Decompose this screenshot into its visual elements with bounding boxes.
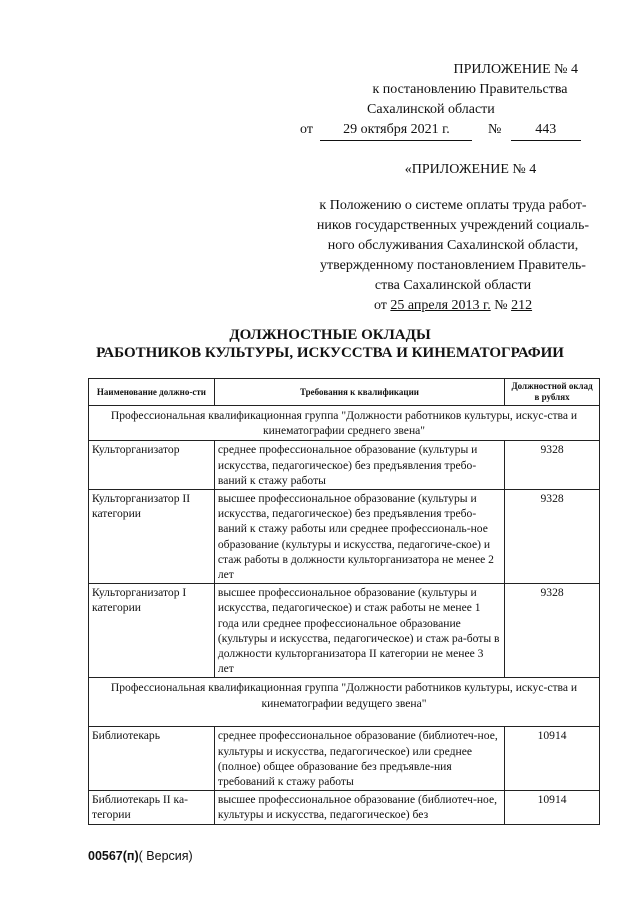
inner-appendix-line-4: утвержденному постановлением Правитель- [320,258,586,273]
appendix-line-2: Сахалинской области [367,102,495,117]
requirements-cell: среднее профессиональное образование (библиотеч-ное, культуры и искусства, педагогическое) или среднее (полное) общее образование без предъявле-ния требований к стажу работы [214,727,504,791]
inner-appendix-title: «ПРИЛОЖЕНИЕ № 4 [404,162,537,177]
salary-cell: 10914 [505,791,600,824]
footer [88,849,193,863]
header-position: Наименование должно-сти [89,379,215,406]
inner-appendix-line-2: ников государственных учреждений социаль- [316,218,590,233]
salary-cell: 9328 [505,584,600,678]
inner-appendix-date-line [298,296,608,316]
requirements-cell: высшее профессиональное образование (культуры и искусства, педагогическое) без предъявления требо-ваний к стажу работы или среднее профессиональ-ное образование (культуры и искусства, педагогиче-ское) и стаж работы в должности культорганизатора не менее 2 лет [214,490,504,584]
inner-from-label: от [373,298,387,313]
position-cell: Культорганизатор II категории [89,490,215,584]
salary-cell: 9328 [505,441,600,490]
inner-appendix-line-1: к Положению о системе оплаты труда работ- [319,198,587,213]
group-row [89,678,600,727]
table-row [89,441,600,490]
salary-cell: 9328 [505,490,600,584]
inner-appendix-date: 25 апреля 2013 г. [390,298,491,313]
version-label: ( Версия) [138,849,193,863]
from-label: от [300,122,313,137]
salary-cell: 10914 [505,727,600,791]
requirements-cell: высшее профессиональное образование (библиотеч-ное, культуры и искусства, педагогическое) без [214,791,504,824]
header-salary: Должностной оклад в рублях [505,379,600,406]
appendix-block [300,60,600,141]
requirements-cell: среднее профессиональное образование (культуры и искусства, педагогическое) без предъявления требо-ваний к стажу работы [214,441,504,490]
table-row [89,490,600,584]
document-code: 00567(п) [88,849,139,863]
position-cell: Культорганизатор [89,441,215,490]
appendix-date: 29 октября 2021 г. [320,120,472,141]
salary-table [88,378,600,825]
header-requirements: Требования к квалификации [214,379,504,406]
appendix-line-1: к постановлению Правительства [372,82,568,97]
appendix-number: 443 [511,120,581,141]
inner-appendix-line-5: ства Сахалинской области [374,278,532,293]
group-heading-2: Профессиональная квалификационная группа "Должности работников культуры, искус-ства и кинематографии ведущего звена" [89,678,600,727]
position-cell: Культорганизатор I категории [89,584,215,678]
document-title [60,326,600,362]
position-cell: Библиотекарь II ка-тегории [89,791,215,824]
appendix-title: ПРИЛОЖЕНИЕ № 4 [453,62,578,77]
inner-number-label: № [494,298,508,313]
table-header-row [89,379,600,406]
number-label: № [487,122,502,137]
group-row [89,406,600,441]
group-heading-1: Профессиональная квалификационная группа "Должности работников культуры, искус-ства и кинематографии среднего звена" [89,406,600,441]
document-title-line-1: ДОЛЖНОСТНЫЕ ОКЛАДЫ [229,327,431,343]
table-row [89,727,600,791]
inner-appendix-number: 212 [511,298,533,313]
document-title-line-2: РАБОТНИКОВ КУЛЬТУРЫ, ИСКУССТВА И КИНЕМАТОГРАФИИ [96,345,564,361]
table-row [89,584,600,678]
position-cell: Библиотекарь [89,727,215,791]
inner-appendix-block [298,160,608,316]
inner-appendix-line-3: ного обслуживания Сахалинской области, [327,238,579,253]
table-row [89,791,600,824]
requirements-cell: высшее профессиональное образование (культуры и искусства, педагогическое) и стаж работы не менее 1 года или среднее профессиональное образование (культуры и искусства, педагогическое) и стаж ра-боты в должности культорганизатора II категории не менее 3 лет [214,584,504,678]
appendix-date-line [300,120,600,141]
